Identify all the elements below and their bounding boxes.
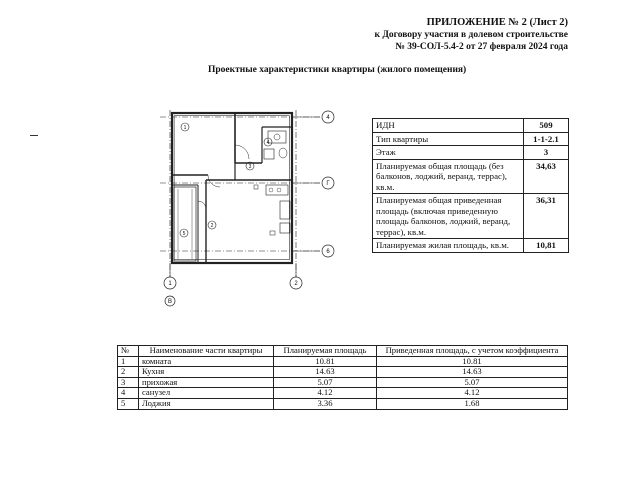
axis-label-v: В — [167, 299, 173, 305]
property-label: ИДН — [373, 119, 524, 133]
row-number: 3 — [118, 377, 139, 388]
column-header-number: № — [118, 346, 139, 357]
table-header-row — [118, 346, 568, 357]
room-name: комната — [139, 356, 274, 367]
axis-label-2: 2 — [294, 281, 298, 288]
section-subtitle: Проектные характеристики квартиры (жилого помещения) — [208, 65, 467, 75]
property-label: Планируемая общая приведенная площадь (включая приведенную площадь балконов, лоджий, веранд, террас), кв.м. — [373, 194, 524, 239]
property-row — [373, 239, 569, 253]
apartment-floor-plan — [150, 105, 362, 311]
axis-label-4: 4 — [326, 115, 330, 122]
table-row — [118, 356, 568, 367]
contract-reference: к Договору участия в долевом строительстве — [374, 30, 568, 40]
room-reduced-area: 5.07 — [377, 377, 568, 388]
property-label: Тип квартиры — [373, 132, 524, 146]
column-header-name: Наименование части квартиры — [139, 346, 274, 357]
room-name: прихожая — [139, 377, 274, 388]
column-header-reduced-area: Приведенная площадь, с учетом коэффициента — [377, 346, 568, 357]
property-value: 34,63 — [524, 159, 569, 194]
property-row — [373, 132, 569, 146]
room-area: 14.63 — [274, 367, 377, 378]
room-marker-5: 5 — [182, 231, 186, 237]
axis-label-g: Г — [326, 181, 330, 188]
room-reduced-area: 10.81 — [377, 356, 568, 367]
room-name: Кухня — [139, 367, 274, 378]
room-area: 10.81 — [274, 356, 377, 367]
room-area: 3.36 — [274, 398, 377, 409]
column-header-area: Планируемая площадь — [274, 346, 377, 357]
room-name: санузел — [139, 388, 274, 399]
axis-label-1: 1 — [168, 281, 172, 288]
property-row — [373, 194, 569, 239]
margin-mark — [30, 135, 38, 136]
document-header — [375, 17, 569, 53]
property-value: 3 — [524, 146, 569, 160]
row-number: 4 — [118, 388, 139, 399]
room-reduced-area: 1.68 — [377, 398, 568, 409]
room-area: 5.07 — [274, 377, 377, 388]
table-row — [118, 377, 568, 388]
row-number: 5 — [118, 398, 139, 409]
property-value: 10,81 — [524, 239, 569, 253]
axis-label-6: 6 — [326, 249, 330, 256]
room-marker-4: 4 — [266, 140, 270, 146]
room-area: 4.12 — [274, 388, 377, 399]
row-number: 2 — [118, 367, 139, 378]
apartment-properties-table — [372, 118, 569, 253]
row-number: 1 — [118, 356, 139, 367]
contract-number-date: № 39-СОЛ-5.4-2 от 27 февраля 2024 года — [395, 42, 568, 52]
property-value: 509 — [524, 119, 569, 133]
rooms-area-table — [117, 345, 568, 410]
property-row — [373, 146, 569, 160]
room-reduced-area: 14.63 — [377, 367, 568, 378]
room-marker-3: 3 — [248, 164, 252, 170]
property-row — [373, 159, 569, 194]
table-row — [118, 398, 568, 409]
property-label: Планируемая жилая площадь, кв.м. — [373, 239, 524, 253]
room-reduced-area: 4.12 — [377, 388, 568, 399]
property-value: 1-1-2.1 — [524, 132, 569, 146]
appendix-title: ПРИЛОЖЕНИЕ № 2 (Лист 2) — [426, 17, 568, 28]
table-row — [118, 388, 568, 399]
property-label: Планируемая общая площадь (без балконов, лоджий, веранд, террас), кв.м. — [373, 159, 524, 194]
property-value: 36,31 — [524, 194, 569, 239]
table-row — [118, 367, 568, 378]
room-marker-2: 2 — [210, 223, 214, 229]
room-name: Лоджия — [139, 398, 274, 409]
property-label: Этаж — [373, 146, 524, 160]
room-marker-1: 1 — [183, 125, 187, 131]
property-row — [373, 119, 569, 133]
